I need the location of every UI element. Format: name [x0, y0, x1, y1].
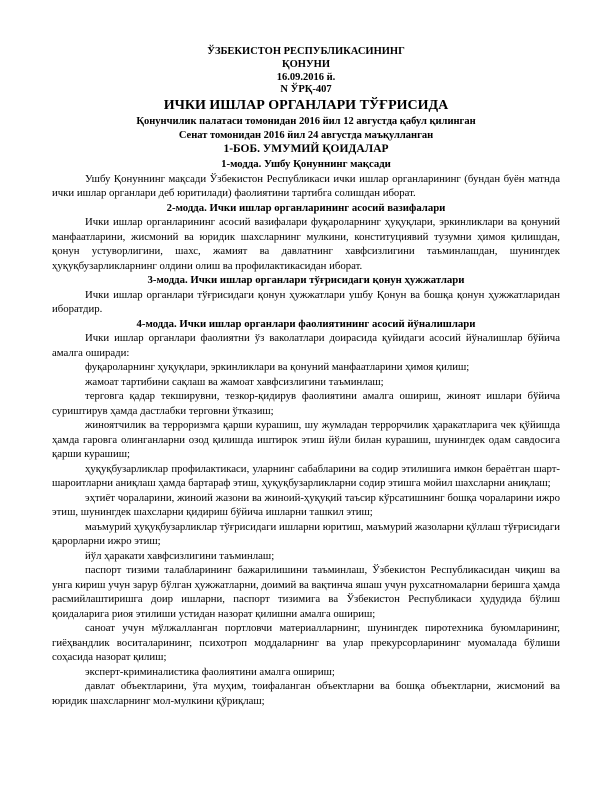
article-2-text: Ички ишлар органларининг асосий вазифалари фуқароларнинг ҳуқуқлари, эркинликлари ва қонуний манфаатларини, жисмоний ва юридик шахсларнинг мулкини, конституциявий тузумни ҳимоя қилишдан, қонун устуворлигини, шахс, жамият ва давлатнинг хавфсизлигини таъминлашдан, шунингдек ҳуқуқбузарликларнинг олдини олиш ва профилактикасидан иборат.	[52, 216, 560, 272]
header-number: N ЎРҚ-407	[280, 84, 332, 96]
list-item: жамоат тартибини сақлаш ва жамоат хавфсизлигини таъминлаш;	[85, 375, 384, 388]
list-item: жиноятчилик ва терроризмга қарши курашиш, шу жумладан террорчилик ҳаракатларига чек қўйишда ҳамда гаровга олинганларни озод қилишда иштирок этиш йўли билан курашиш, шунингдек одам савдосига қарши курашиш;	[52, 419, 560, 460]
article-3-text: Ички ишлар органлари тўғрисидаги қонун ҳужжатлари ушбу Қонун ва бошқа қонун ҳужжатларидан иборатдир.	[52, 288, 560, 315]
list-item: йўл ҳаракати хавфсизлигини таъминлаш;	[85, 549, 275, 562]
header-country: ЎЗБЕКИСТОН РЕСПУБЛИКАСИНИНГ	[207, 46, 405, 57]
list-item: маъмурий ҳуқуқбузарликлар тўғрисидаги ишларни юритиш, маъмурий жазоларни қўллаш тўғрисидаги қарорларни ижро этиш;	[52, 520, 560, 547]
list-item: эҳтиёт чораларини, жиноий жазони ва жиноий-ҳуқуқий таъсир кўрсатишнинг бошқа чораларини ижро этиш, шунингдек шахсларни қидириш бўйича ишларни ташкил этиш;	[52, 491, 560, 518]
list-item: терговга қадар текширувни, тезкор-қидирув фаолиятини амалга ошириш, жиноят ишлари бўйича суриштирув ҳамда дастлабки терговни ўтказиш;	[52, 390, 560, 417]
list-item: ҳуқуқбузарликлар профилактикаси, уларнинг сабабларини ва содир этилишига имкон бераётган шарт-шароитларни аниқлаш ҳамда бартараф этиш, ҳуқуқбузарликларни содир этишга мойил шахсларни аниқлаш;	[52, 462, 560, 489]
article-1-heading: 1-модда. Ушбу Қонуннинг мақсади	[221, 158, 391, 170]
approved-note: Сенат томонидан 2016 йил 24 августда маъқулланган	[178, 129, 434, 141]
article-2-heading: 2-модда. Ички ишлар органларининг асосий вазифалари	[166, 201, 446, 214]
chapter-heading: 1-БОБ. УМУМИЙ ҚОИДАЛАР	[223, 143, 389, 155]
law-title: ИЧКИ ИШЛАР ОРГАНЛАРИ ТЎҒРИСИДА	[163, 98, 449, 114]
article-4-intro: Ички ишлар органлари фаолиятни ўз ваколатлари доирасида қуйидаги асосий йўналишлар бўйича амалга оширади:	[52, 332, 560, 359]
list-item: паспорт тизими талабларининг бажарилишини таъминлаш, Ўзбекистон Республикасидан чиқиш ва унга кириш учун зарур бўлган ҳужжатларни, доимий ва вақтинча яшаш учун рухсатномаларни беришга ҳамда расмийлаштиришга доир ишларни, паспорт тизимига ва Ўзбекистон Республикаси ҳудудида бўлиш қоидаларига риоя этилиши устидан назорат қилишни амалга ошириш;	[52, 564, 560, 620]
list-item: эксперт-криминалистика фаолиятини амалга ошириш;	[85, 665, 335, 678]
article-4-heading: 4-модда. Ички ишлар органлари фаолиятининг асосий йўналишлари	[136, 317, 476, 330]
header-law-type: ҚОНУНИ	[282, 58, 330, 70]
list-item: саноат учун мўлжалланган портловчи материалларнинг, шунингдек пиротехника буюмларининг, гиёҳвандлик воситаларининг, психотроп моддаларнинг ва улар прекурсорларининг муомалада бўлиши соҳасида назорат қилиш;	[52, 622, 560, 663]
article-1-text: Ушбу Қонуннинг мақсади Ўзбекистон Республикаси ички ишлар органларининг (бундан буён матнда ички ишлар органлари деб юритилади) фаолиятини тартибга солишдан иборат.	[52, 172, 560, 199]
header-date: 16.09.2016 й.	[276, 71, 336, 83]
list-item: давлат объектларини, ўта муҳим, тоифаланган объектларни ва бошқа объектларни, жисмоний ва юридик шахсларнинг мол-мулкини қўриқлаш;	[52, 680, 560, 707]
article-3-heading: 3-модда. Ички ишлар органлари тўғрисидаги қонун ҳужжатлари	[147, 274, 465, 286]
list-item: фуқароларнинг ҳуқуқлари, эркинликлари ва қонуний манфаатларини ҳимоя қилиш;	[85, 361, 470, 373]
article-4-list	[52, 360, 560, 708]
adopted-note: Қонунчилик палатаси томонидан 2016 йил 12 августда қабул қилинган	[136, 116, 476, 128]
